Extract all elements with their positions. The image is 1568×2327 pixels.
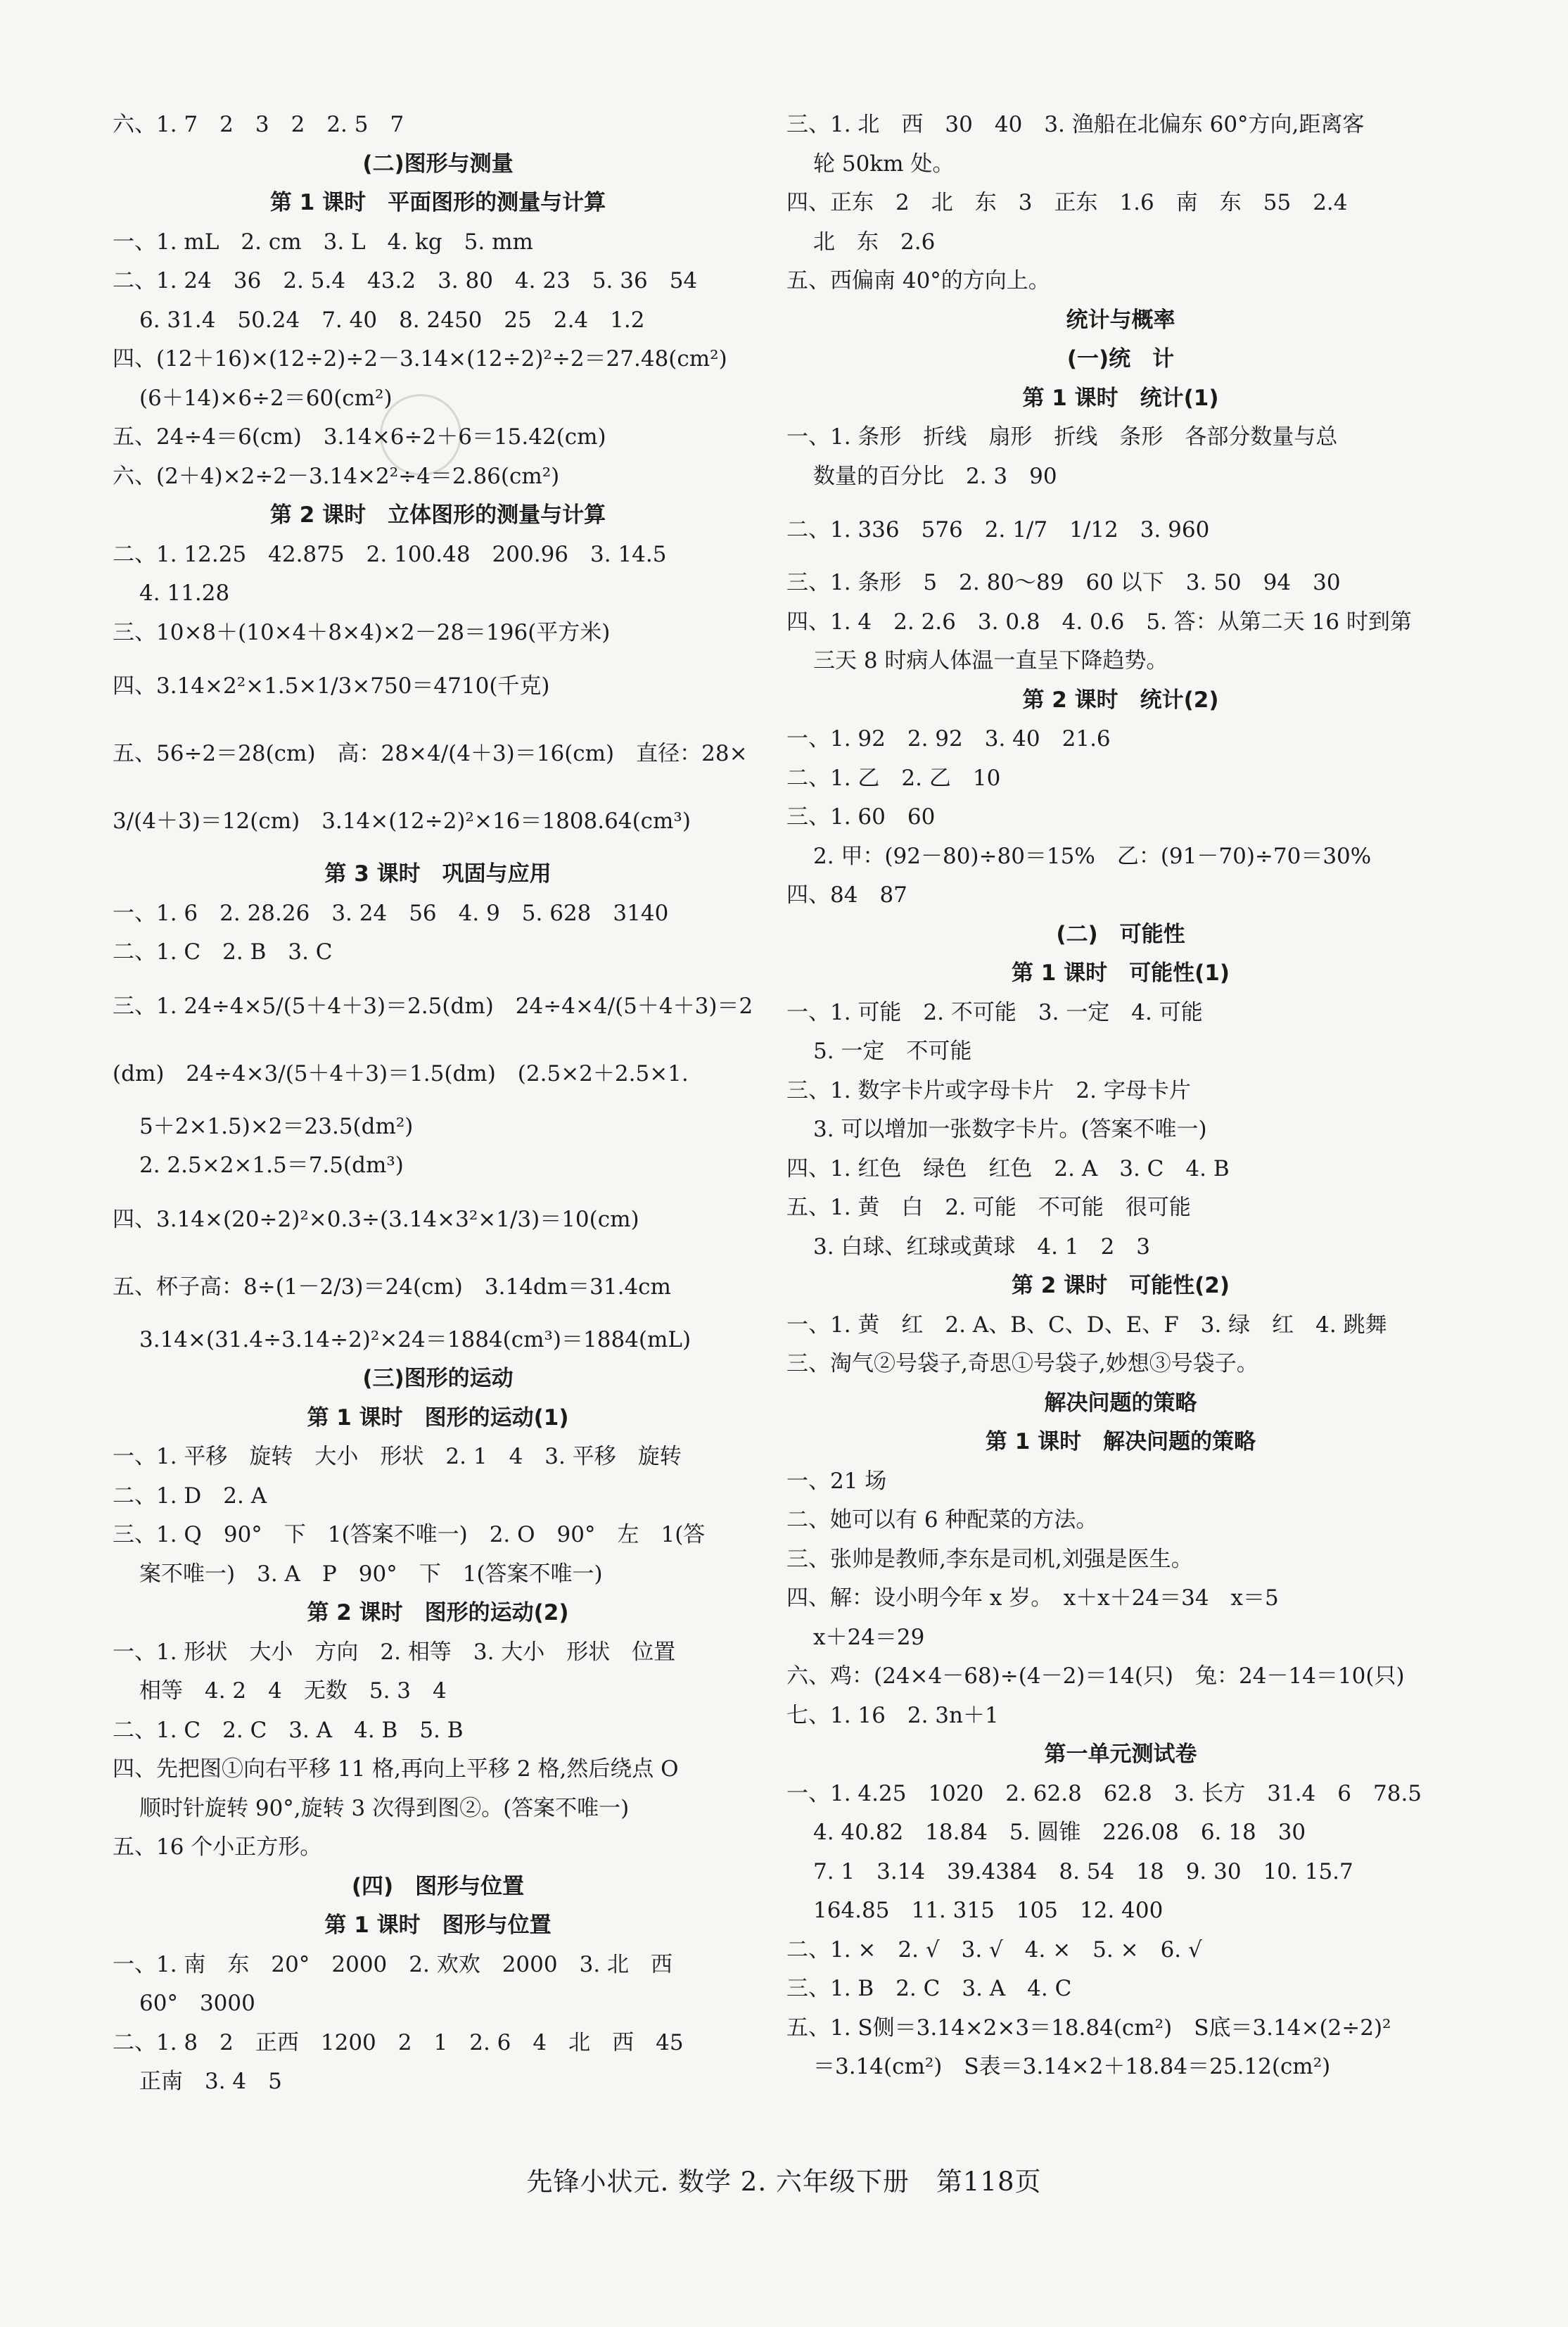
left-answer-line: 五、56÷2＝28(cm) 高：28×4/(4＋3)＝16(cm) 直径：28× xyxy=(113,741,748,766)
left-answer-line: 二、1. 8 2 正西 1200 2 1 2. 6 4 北 西 45 xyxy=(113,2029,684,2055)
right-answer-line: 五、1. 黄 白 2. 可能 不可能 很可能 xyxy=(786,1195,1191,1220)
right-answer-line: 三、1. 条形 5 2. 80～89 60 以下 3. 50 94 30 xyxy=(786,570,1341,595)
right-column xyxy=(786,106,1455,2087)
left-heading: (二)图形与测量 xyxy=(362,151,514,177)
left-answer-line: 二、1. 12.25 42.875 2. 100.48 200.96 3. 14.5 xyxy=(113,541,667,567)
left-answer-line: 三、1. 24÷4×5/(5＋4＋3)＝2.5(dm) 24÷4×4/(5＋4＋3)＝2 xyxy=(113,993,753,1019)
left-answer-line: 一、1. 南 东 20° 2000 2. 欢欢 2000 3. 北 西 xyxy=(113,1951,673,1977)
left-heading: 第 2 课时 立体图形的测量与计算 xyxy=(269,502,606,528)
left-answer-line: 四、3.14×2²×1.5×1/3×750＝4710(千克) xyxy=(113,673,550,699)
left-heading: 第 1 课时 图形的运动(1) xyxy=(307,1405,569,1431)
left-answer-line: 4. 11.28 xyxy=(139,581,230,606)
left-answer-line: 一、1. 形状 大小 方向 2. 相等 3. 大小 形状 位置 xyxy=(113,1639,676,1665)
left-answer-line: 五、16 个小正方形。 xyxy=(113,1834,322,1860)
left-answer-line: 三、1. Q 90° 下 1(答案不唯一) 2. O 90° 左 1(答 xyxy=(113,1522,706,1547)
right-answer-line: 七、1. 16 2. 3n＋1 xyxy=(786,1702,999,1728)
left-answer-line: 案不唯一) 3. A P 90° 下 1(答案不唯一) xyxy=(139,1561,603,1587)
right-answer-line: 一、1. 4.25 1020 2. 62.8 62.8 3. 长方 31.4 6 78.5 xyxy=(786,1780,1422,1806)
right-answer-line: ＝3.14(cm²) S表＝3.14×2＋18.84＝25.12(cm²) xyxy=(813,2054,1331,2079)
left-heading: 第 2 课时 图形的运动(2) xyxy=(307,1600,569,1625)
page-footer: 先锋小状元. 数学 2. 六年级下册 第118页 xyxy=(526,2167,1042,2197)
right-answer-line: 北 东 2.6 xyxy=(813,229,936,255)
right-answer-line: 三、1. B 2. C 3. A 4. C xyxy=(786,1976,1072,2001)
right-answer-line: 3. 可以增加一张数字卡片。(答案不唯一) xyxy=(813,1117,1207,1142)
left-answer-line: (6＋14)×6÷2＝60(cm²) xyxy=(139,385,393,411)
left-answer-line: 一、1. 平移 旋转 大小 形状 2. 1 4 3. 平移 旋转 xyxy=(113,1444,682,1469)
right-heading: 第 2 课时 统计(2) xyxy=(1022,687,1219,713)
left-answer-line: 6. 31.4 50.24 7. 40 8. 2450 25 2.4 1.2 xyxy=(139,307,645,333)
right-answer-line: 五、西偏南 40°的方向上。 xyxy=(786,268,1050,293)
right-answer-line: 一、21 场 xyxy=(786,1468,887,1494)
left-heading: 第 3 课时 巩固与应用 xyxy=(324,861,552,887)
left-answer-line: 四、3.14×(20÷2)²×0.3÷(3.14×3²×1/3)＝10(cm) xyxy=(113,1206,639,1232)
right-answer-line: 一、1. 92 2. 92 3. 40 21.6 xyxy=(786,726,1111,752)
right-heading: 统计与概率 xyxy=(1066,307,1175,333)
right-answer-line: 二、1. 乙 2. 乙 10 xyxy=(786,765,1001,791)
right-answer-line: 四、正东 2 北 东 3 正东 1.6 南 东 55 2.4 xyxy=(786,190,1348,215)
right-heading: 第 1 课时 解决问题的策略 xyxy=(985,1429,1256,1454)
left-answer-line: 六、(2＋4)×2÷2－3.14×2²÷4＝2.86(cm²) xyxy=(113,463,560,489)
left-column xyxy=(113,106,763,2102)
left-heading: (三)图形的运动 xyxy=(362,1366,514,1391)
left-heading: 第 1 课时 平面图形的测量与计算 xyxy=(269,190,606,215)
right-answer-line: 二、1. 336 576 2. 1/7 1/12 3. 960 xyxy=(786,517,1210,543)
left-answer-line: 六、1. 7 2 3 2 2. 5 7 xyxy=(113,112,404,137)
right-answer-line: 三、1. 60 60 xyxy=(786,804,936,830)
right-answer-line: 一、1. 条形 折线 扇形 折线 条形 各部分数量与总 xyxy=(786,424,1338,450)
left-answer-line: 三、10×8＋(10×4＋8×4)×2－28＝196(平方米) xyxy=(113,619,611,645)
left-answer-line: 二、1. D 2. A xyxy=(113,1483,267,1509)
right-answer-line: 四、84 87 xyxy=(786,882,907,908)
left-heading: 第 1 课时 图形与位置 xyxy=(324,1913,552,1938)
right-answer-line: 三、张帅是教师,李东是司机,刘强是医生。 xyxy=(786,1546,1193,1572)
left-answer-line: 二、1. C 2. C 3. A 4. B 5. B xyxy=(113,1717,464,1743)
left-answer-line: 一、1. 6 2. 28.26 3. 24 56 4. 9 5. 628 3140 xyxy=(113,900,669,926)
right-answer-line: 数量的百分比 2. 3 90 xyxy=(813,463,1057,489)
left-heading: (四) 图形与位置 xyxy=(351,1873,525,1899)
left-answer-line: 2. 2.5×2×1.5＝7.5(dm³) xyxy=(139,1153,404,1178)
left-answer-line: 顺时针旋转 90°,旋转 3 次得到图②。(答案不唯一) xyxy=(139,1795,630,1821)
right-answer-line: x＋24＝29 xyxy=(813,1624,925,1650)
right-heading: (二) 可能性 xyxy=(1056,921,1185,947)
right-answer-line: 六、鸡：(24×4－68)÷(4－2)＝14(只) 兔：24－14＝10(只) xyxy=(786,1663,1405,1689)
right-answer-line: 五、1. S侧＝3.14×2×3＝18.84(cm²) S底＝3.14×(2÷2)² xyxy=(786,2015,1391,2041)
left-answer-line: 四、先把图①向右平移 11 格,再向上平移 2 格,然后绕点 O xyxy=(113,1756,679,1782)
right-answer-line: 一、1. 可能 2. 不可能 3. 一定 4. 可能 xyxy=(786,999,1203,1025)
left-answer-line: 五、杯子高：8÷(1－2/3)＝24(cm) 3.14dm＝31.4cm xyxy=(113,1274,671,1300)
left-answer-line: 3/(4＋3)＝12(cm) 3.14×(12÷2)²×16＝1808.64(cm³) xyxy=(113,809,691,834)
right-answer-line: 三、淘气②号袋子,奇思①号袋子,妙想③号袋子。 xyxy=(786,1351,1258,1376)
right-answer-line: 四、1. 红色 绿色 红色 2. A 3. C 4. B xyxy=(786,1155,1230,1181)
left-answer-line: 3.14×(31.4÷3.14÷2)²×24＝1884(cm³)＝1884(mL) xyxy=(139,1326,691,1352)
left-answer-line: 60° 3000 xyxy=(139,1991,255,2016)
right-answer-line: 轮 50km 处。 xyxy=(813,151,955,177)
right-heading: 第 1 课时 统计(1) xyxy=(1022,385,1219,411)
right-heading: 第 2 课时 可能性(2) xyxy=(1011,1273,1230,1298)
left-answer-line: 二、1. 24 36 2. 5.4 43.2 3. 80 4. 23 5. 36 54 xyxy=(113,268,698,293)
right-heading: 解决问题的策略 xyxy=(1044,1390,1197,1416)
left-answer-line: 正南 3. 4 5 xyxy=(139,2069,282,2094)
left-answer-line: 一、1. mL 2. cm 3. L 4. kg 5. mm xyxy=(113,229,533,255)
right-answer-line: 5. 一定 不可能 xyxy=(813,1039,972,1064)
right-answer-line: 四、解：设小明今年 x 岁。 x＋x＋24＝34 x＝5 xyxy=(786,1585,1279,1611)
left-answer-line: 五、24÷4＝6(cm) 3.14×6÷2＋6＝15.42(cm) xyxy=(113,424,606,450)
right-heading: 第 1 课时 可能性(1) xyxy=(1011,960,1230,986)
right-answer-line: 四、1. 4 2. 2.6 3. 0.8 4. 0.6 5. 答：从第二天 16 时到第 xyxy=(786,609,1412,635)
right-answer-line: 二、她可以有 6 种配菜的方法。 xyxy=(786,1507,1098,1533)
left-answer-line: (dm) 24÷4×3/(5＋4＋3)＝1.5(dm) (2.5×2＋2.5×1. xyxy=(113,1060,689,1086)
right-answer-line: 164.85 11. 315 105 12. 400 xyxy=(813,1898,1164,1923)
right-answer-line: 4. 40.82 18.84 5. 圆锥 226.08 6. 18 30 xyxy=(813,1820,1306,1845)
left-answer-line: 二、1. C 2. B 3. C xyxy=(113,939,333,965)
right-answer-line: 三、1. 数字卡片或字母卡片 2. 字母卡片 xyxy=(786,1077,1191,1103)
left-answer-line: 四、(12＋16)×(12÷2)÷2－3.14×(12÷2)²÷2＝27.48(cm²) xyxy=(113,346,727,372)
right-heading: (一)统 计 xyxy=(1066,346,1175,372)
right-answer-line: 3. 白球、红球或黄球 4. 1 2 3 xyxy=(813,1234,1151,1260)
left-answer-line: 5＋2×1.5)×2＝23.5(dm²) xyxy=(139,1113,414,1139)
right-answer-line: 一、1. 黄 红 2. A、B、C、D、E、F 3. 绿 红 4. 跳舞 xyxy=(786,1312,1387,1338)
right-answer-line: 三、1. 北 西 30 40 3. 渔船在北偏东 60°方向,距离客 xyxy=(786,112,1365,137)
right-answer-line: 三天 8 时病人体温一直呈下降趋势。 xyxy=(813,648,1168,673)
right-answer-line: 2. 甲：(92－80)÷80＝15% 乙：(91－70)÷70＝30% xyxy=(813,843,1372,869)
right-answer-line: 二、1. × 2. √ 3. √ 4. × 5. × 6. √ xyxy=(786,1936,1202,1963)
left-answer-line: 相等 4. 2 4 无数 5. 3 4 xyxy=(139,1678,447,1704)
right-heading: 第一单元测试卷 xyxy=(1044,1742,1197,1767)
right-answer-line: 7. 1 3.14 39.4384 8. 54 18 9. 30 10. 15.7 xyxy=(813,1858,1353,1884)
